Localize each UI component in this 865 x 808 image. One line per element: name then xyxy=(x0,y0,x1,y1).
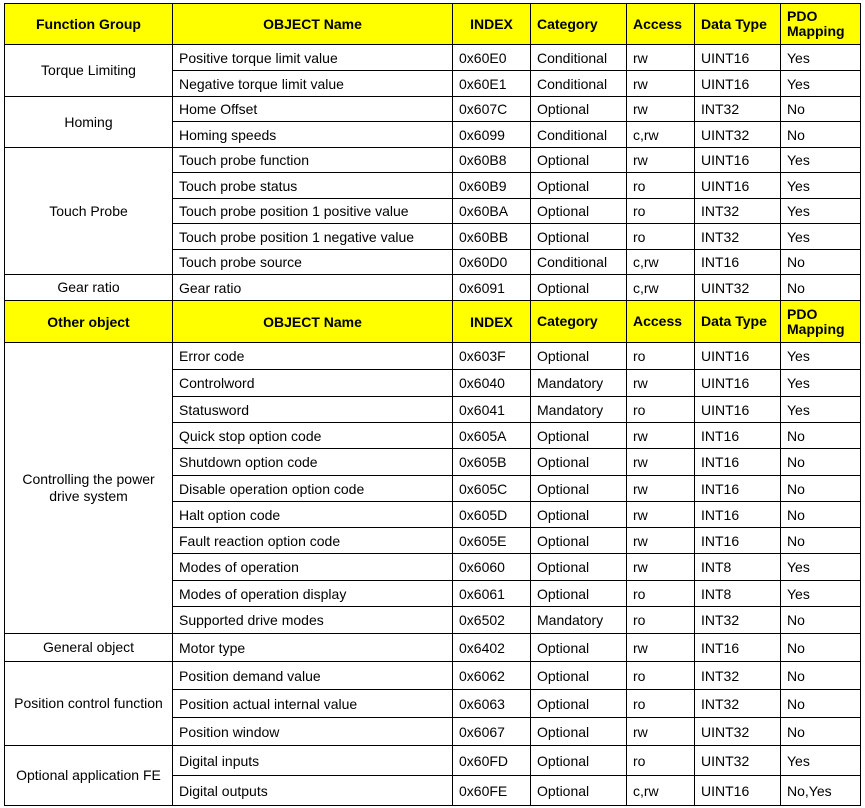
object-index: 0x6062 xyxy=(453,662,531,690)
function-group-cell: Torque Limiting xyxy=(5,45,173,97)
object-category: Optional xyxy=(531,634,627,662)
object-data-type: INT32 xyxy=(695,224,781,250)
object-access: rw xyxy=(627,71,695,97)
object-data-type: UINT16 xyxy=(695,148,781,173)
object-pdo-mapping: No xyxy=(781,690,861,718)
object-category: Optional xyxy=(531,224,627,250)
object-category: Optional xyxy=(531,148,627,173)
object-name: Controlword xyxy=(173,370,453,397)
object-name: Error code xyxy=(173,343,453,370)
object-name: Quick stop option code xyxy=(173,423,453,449)
object-data-type: INT16 xyxy=(695,528,781,554)
table-row xyxy=(5,662,861,690)
object-index: 0x60E0 xyxy=(453,45,531,71)
function-group-cell: Touch Probe xyxy=(5,148,173,275)
table-row xyxy=(5,634,861,662)
object-data-type: INT16 xyxy=(695,250,781,275)
object-data-type: INT32 xyxy=(695,690,781,718)
header-access: Access xyxy=(627,4,695,45)
object-pdo-mapping: No xyxy=(781,97,861,122)
object-index: 0x605A xyxy=(453,423,531,449)
table-row xyxy=(5,148,861,173)
object-category: Optional xyxy=(531,199,627,224)
object-category: Mandatory xyxy=(531,397,627,423)
object-index: 0x60E1 xyxy=(453,71,531,97)
object-pdo-mapping: No xyxy=(781,449,861,476)
object-index: 0x60B8 xyxy=(453,148,531,173)
object-name: Statusword xyxy=(173,397,453,423)
header-index: INDEX xyxy=(453,301,531,343)
object-category: Optional xyxy=(531,662,627,690)
header-object-name: OBJECT Name xyxy=(173,4,453,45)
object-name: Fault reaction option code xyxy=(173,528,453,554)
object-access: ro xyxy=(627,224,695,250)
object-data-type: INT16 xyxy=(695,449,781,476)
object-data-type: UINT32 xyxy=(695,122,781,148)
object-index: 0x6060 xyxy=(453,554,531,581)
object-index: 0x603F xyxy=(453,343,531,370)
object-index: 0x60BB xyxy=(453,224,531,250)
object-data-type: INT16 xyxy=(695,423,781,449)
object-data-type: INT32 xyxy=(695,199,781,224)
object-pdo-mapping: Yes xyxy=(781,746,861,776)
header-pdo-mapping: PDO Mapping xyxy=(781,301,861,343)
object-index: 0x605E xyxy=(453,528,531,554)
object-access: ro xyxy=(627,343,695,370)
object-data-type: INT16 xyxy=(695,502,781,528)
object-category: Optional xyxy=(531,173,627,199)
object-category: Mandatory xyxy=(531,370,627,397)
object-category: Mandatory xyxy=(531,607,627,634)
object-category: Optional xyxy=(531,476,627,502)
object-pdo-mapping: No xyxy=(781,662,861,690)
object-pdo-mapping: No xyxy=(781,528,861,554)
object-access: rw xyxy=(627,97,695,122)
object-name: Touch probe function xyxy=(173,148,453,173)
object-name: Gear ratio xyxy=(173,275,453,301)
object-category: Optional xyxy=(531,423,627,449)
object-category: Optional xyxy=(531,449,627,476)
object-name: Digital inputs xyxy=(173,746,453,776)
object-access: ro xyxy=(627,662,695,690)
object-index: 0x6063 xyxy=(453,690,531,718)
header-data-type: Data Type xyxy=(695,4,781,45)
object-category: Optional xyxy=(531,554,627,581)
object-data-type: UINT32 xyxy=(695,746,781,776)
object-name: Home Offset xyxy=(173,97,453,122)
object-category: Optional xyxy=(531,97,627,122)
object-access: rw xyxy=(627,634,695,662)
object-data-type: UINT16 xyxy=(695,776,781,806)
object-data-type: INT8 xyxy=(695,581,781,607)
object-index: 0x6067 xyxy=(453,718,531,746)
object-pdo-mapping: No xyxy=(781,275,861,301)
object-access: rw xyxy=(627,449,695,476)
object-index: 0x6040 xyxy=(453,370,531,397)
object-index: 0x605C xyxy=(453,476,531,502)
object-category: Optional xyxy=(531,343,627,370)
object-category: Conditional xyxy=(531,250,627,275)
object-dictionary-table-container xyxy=(4,3,861,806)
object-name: Negative torque limit value xyxy=(173,71,453,97)
object-index: 0x6502 xyxy=(453,607,531,634)
object-access: ro xyxy=(627,199,695,224)
object-access: rw xyxy=(627,476,695,502)
object-pdo-mapping: No xyxy=(781,423,861,449)
table-row xyxy=(5,746,861,776)
header-data-type: Data Type xyxy=(695,301,781,343)
object-data-type: UINT32 xyxy=(695,275,781,301)
object-pdo-mapping: No xyxy=(781,502,861,528)
object-pdo-mapping: Yes xyxy=(781,581,861,607)
object-name: Touch probe position 1 negative value xyxy=(173,224,453,250)
object-pdo-mapping: Yes xyxy=(781,45,861,71)
object-pdo-mapping: Yes xyxy=(781,148,861,173)
object-index: 0x60D0 xyxy=(453,250,531,275)
header-row-function-group xyxy=(5,4,861,45)
object-data-type: INT32 xyxy=(695,607,781,634)
object-index: 0x6041 xyxy=(453,397,531,423)
object-pdo-mapping: No xyxy=(781,607,861,634)
object-index: 0x60B9 xyxy=(453,173,531,199)
object-access: rw xyxy=(627,502,695,528)
header-category: Category xyxy=(531,301,627,343)
object-index: 0x607C xyxy=(453,97,531,122)
object-name: Touch probe source xyxy=(173,250,453,275)
object-name: Positive torque limit value xyxy=(173,45,453,71)
object-data-type: UINT16 xyxy=(695,343,781,370)
function-group-cell: General object xyxy=(5,634,173,662)
object-pdo-mapping: No xyxy=(781,718,861,746)
object-data-type: UINT16 xyxy=(695,173,781,199)
object-pdo-mapping: Yes xyxy=(781,397,861,423)
object-index: 0x60FE xyxy=(453,776,531,806)
object-name: Position window xyxy=(173,718,453,746)
object-category: Conditional xyxy=(531,45,627,71)
object-access: c,rw xyxy=(627,250,695,275)
object-access: rw xyxy=(627,370,695,397)
object-data-type: INT32 xyxy=(695,662,781,690)
table-row xyxy=(5,45,861,71)
object-data-type: UINT16 xyxy=(695,370,781,397)
object-name: Digital outputs xyxy=(173,776,453,806)
function-group-cell: Optional application FE xyxy=(5,746,173,806)
object-pdo-mapping: Yes xyxy=(781,224,861,250)
header-category: Category xyxy=(531,4,627,45)
table-row xyxy=(5,275,861,301)
object-access: rw xyxy=(627,148,695,173)
object-name: Position actual internal value xyxy=(173,690,453,718)
object-access: ro xyxy=(627,690,695,718)
object-access: c,rw xyxy=(627,122,695,148)
object-category: Optional xyxy=(531,690,627,718)
header-access: Access xyxy=(627,301,695,343)
object-index: 0x60BA xyxy=(453,199,531,224)
object-name: Motor type xyxy=(173,634,453,662)
object-name: Disable operation option code xyxy=(173,476,453,502)
table-row xyxy=(5,97,861,122)
object-data-type: INT16 xyxy=(695,476,781,502)
object-pdo-mapping: Yes xyxy=(781,554,861,581)
object-access: c,rw xyxy=(627,275,695,301)
function-group-cell: Position control function xyxy=(5,662,173,746)
object-category: Conditional xyxy=(531,122,627,148)
object-category: Optional xyxy=(531,528,627,554)
object-category: Optional xyxy=(531,581,627,607)
header-other-object: Other object xyxy=(5,301,173,343)
object-pdo-mapping: No,Yes xyxy=(781,776,861,806)
object-category: Conditional xyxy=(531,71,627,97)
object-category: Optional xyxy=(531,776,627,806)
object-name: Supported drive modes xyxy=(173,607,453,634)
object-data-type: INT16 xyxy=(695,634,781,662)
object-category: Optional xyxy=(531,275,627,301)
header-row-other-object xyxy=(5,301,861,343)
object-name: Homing speeds xyxy=(173,122,453,148)
object-data-type: UINT16 xyxy=(695,397,781,423)
object-pdo-mapping: Yes xyxy=(781,71,861,97)
object-data-type: INT32 xyxy=(695,97,781,122)
object-name: Modes of operation xyxy=(173,554,453,581)
object-data-type: UINT16 xyxy=(695,45,781,71)
object-pdo-mapping: No xyxy=(781,634,861,662)
object-pdo-mapping: No xyxy=(781,476,861,502)
object-access: rw xyxy=(627,423,695,449)
object-pdo-mapping: Yes xyxy=(781,173,861,199)
object-access: c,rw xyxy=(627,776,695,806)
object-data-type: UINT16 xyxy=(695,71,781,97)
object-index: 0x6061 xyxy=(453,581,531,607)
object-pdo-mapping: No xyxy=(781,122,861,148)
object-pdo-mapping: Yes xyxy=(781,370,861,397)
object-pdo-mapping: Yes xyxy=(781,343,861,370)
object-data-type: UINT32 xyxy=(695,718,781,746)
function-group-cell: Homing xyxy=(5,97,173,148)
object-access: rw xyxy=(627,554,695,581)
table-row xyxy=(5,343,861,370)
object-access: ro xyxy=(627,581,695,607)
object-index: 0x60FD xyxy=(453,746,531,776)
object-access: rw xyxy=(627,528,695,554)
object-index: 0x6091 xyxy=(453,275,531,301)
object-dictionary-table xyxy=(4,3,861,806)
object-access: ro xyxy=(627,173,695,199)
object-access: rw xyxy=(627,718,695,746)
object-access: ro xyxy=(627,746,695,776)
object-category: Optional xyxy=(531,718,627,746)
object-access: ro xyxy=(627,397,695,423)
object-name: Halt option code xyxy=(173,502,453,528)
object-access: ro xyxy=(627,607,695,634)
header-pdo-mapping: PDO Mapping xyxy=(781,4,861,45)
header-function-group: Function Group xyxy=(5,4,173,45)
header-index: INDEX xyxy=(453,4,531,45)
object-name: Touch probe status xyxy=(173,173,453,199)
object-category: Optional xyxy=(531,502,627,528)
object-pdo-mapping: Yes xyxy=(781,199,861,224)
object-name: Position demand value xyxy=(173,662,453,690)
object-index: 0x6099 xyxy=(453,122,531,148)
object-index: 0x605B xyxy=(453,449,531,476)
object-pdo-mapping: No xyxy=(781,250,861,275)
object-data-type: INT8 xyxy=(695,554,781,581)
object-index: 0x605D xyxy=(453,502,531,528)
object-access: rw xyxy=(627,45,695,71)
object-index: 0x6402 xyxy=(453,634,531,662)
object-name: Touch probe position 1 positive value xyxy=(173,199,453,224)
header-object-name: OBJECT Name xyxy=(173,301,453,343)
object-name: Shutdown option code xyxy=(173,449,453,476)
function-group-cell: Gear ratio xyxy=(5,275,173,301)
function-group-cell: Controlling the power drive system xyxy=(5,343,173,634)
object-name: Modes of operation display xyxy=(173,581,453,607)
object-category: Optional xyxy=(531,746,627,776)
